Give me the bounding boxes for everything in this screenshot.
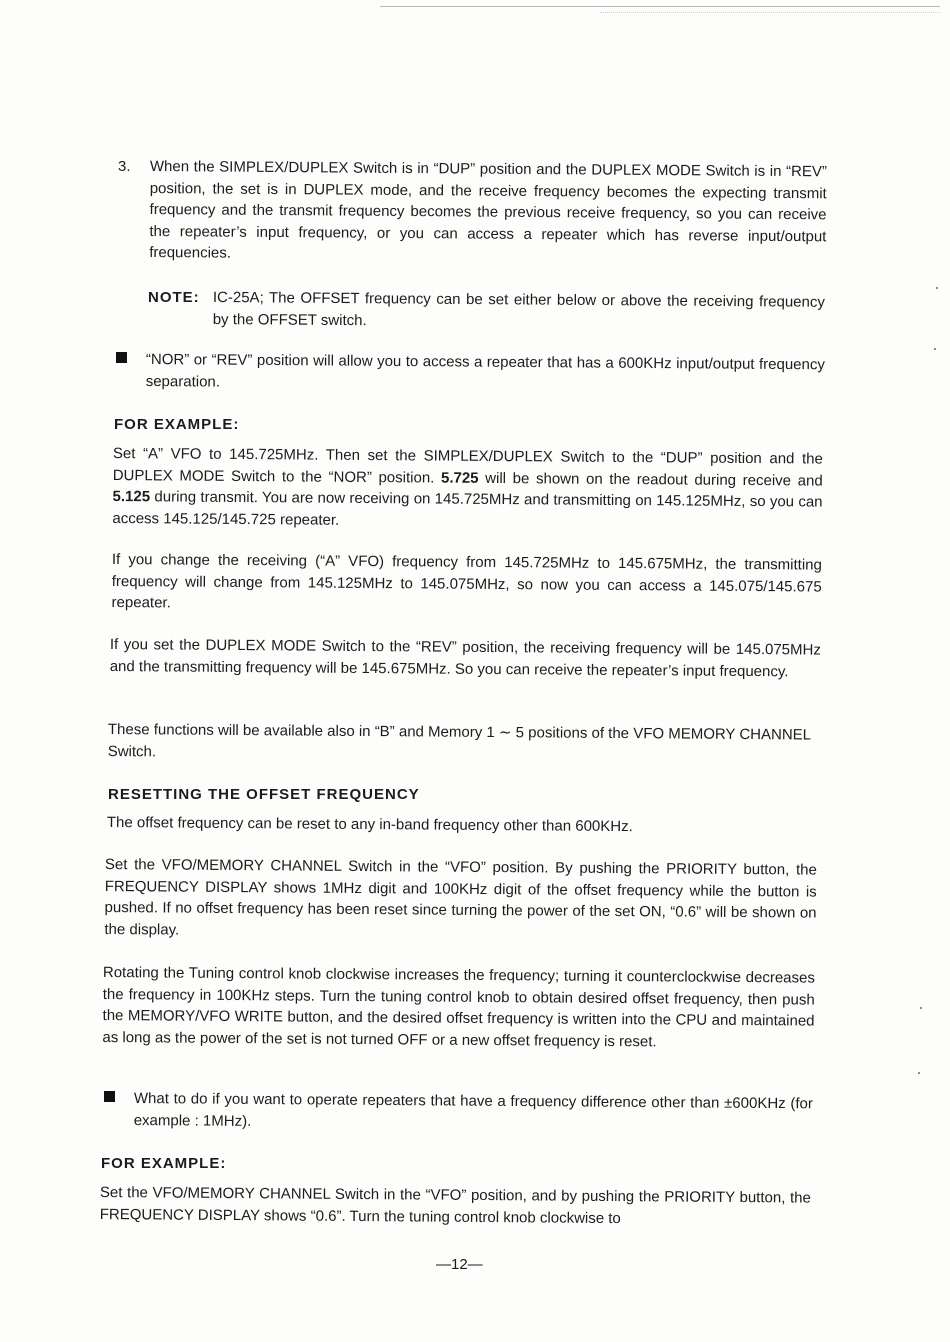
example-heading-1: FOR EXAMPLE: bbox=[114, 416, 240, 433]
scan-speck bbox=[936, 287, 938, 289]
bullet-2-text: What to do if you want to operate repeaters that have a frequency difference other than ±600KHz (for example : 1MHz). bbox=[133, 1089, 813, 1130]
note-label: NOTE: bbox=[148, 289, 200, 306]
paragraph-rev-position: If you set the DUPLEX MODE Switch to the “REV” position, the receiving frequency will be 145.075MHz and the transmitting frequency will be 145.675MHz. So you can receive the repeater’s input frequency. bbox=[109, 635, 821, 680]
resetting-offset-heading: RESETTING THE OFFSET FREQUENCY bbox=[108, 786, 420, 803]
paragraph-tuning-knob: Rotating the Tuning control knob clockwise increases the frequency; turning it counterclockwise decreases the frequency in 100KHz steps. Turn the tuning control knob to obtain desired offset frequency, then push the MEMORY/VFO WRITE button, and the desired offset frequency is written into the CPU and maintained as long as the power of the set is not turned OFF or a new offset frequency is reset. bbox=[102, 963, 815, 1050]
paragraph-availability: These functions will be available also in “B” and Memory 1 ∼ 5 positions of the VFO MEMORY CHANNEL Switch. bbox=[107, 720, 811, 760]
item-3-text: When the SIMPLEX/DUPLEX Switch is in “DUP” position and the DUPLEX MODE Switch is in “REV” position, the set is in DUPLEX mode, and the receive frequency becomes the expecting transmit frequency and the transmit frequency becomes the previous receive frequency, so you can receive the repeater’s input frequency, or you can access a repeater which has reverse input/output frequencies. bbox=[149, 157, 827, 262]
note-text: IC-25A; The OFFSET frequency can be set either below or above the receiving frequency by the OFFSET switch. bbox=[212, 288, 825, 329]
scan-top-rule-faint bbox=[600, 12, 940, 13]
bullet-square-icon bbox=[116, 352, 127, 363]
paragraph-change-frequency: If you change the receiving (“A” VFO) frequency from 145.725MHz to 145.675MHz, the transmitting frequency will change from 145.125MHz to 145.075MHz, so now you can access a 145.075/145.675 repeater. bbox=[111, 550, 822, 612]
paragraph-priority-button: Set the VFO/MEMORY CHANNEL Switch in the “VFO” position. By pushing the PRIORITY button, the FREQUENCY DISPLAY shows 1MHz digit and 100KHz digit of the offset frequency while the button is pushed. If no offset frequency has been reset since turning the power of the set ON, “0.6” will be shown on the display. bbox=[104, 855, 817, 939]
para1-text-a: Set “A” VFO to 145.725MHz. Then set the SIMPLEX/DUPLEX Switch to the “DUP” position and the DUPLEX MODE Switch to the “NOR” position. bbox=[112, 444, 823, 487]
bullet-square-icon-2 bbox=[104, 1091, 115, 1102]
readout-receive: 5.725 bbox=[440, 469, 479, 487]
readout-transmit: 5.125 bbox=[112, 487, 151, 506]
example-1-paragraph bbox=[112, 443, 823, 535]
paragraph-offset-reset: The offset frequency can be reset to any in-band frequency other than 600KHz. bbox=[106, 813, 633, 836]
bullet-1-text: “NOR” or “REV” position will allow you to access a repeater that has a 600KHz input/output frequency separation. bbox=[145, 350, 825, 391]
item-number: 3. bbox=[118, 158, 131, 175]
scan-speck bbox=[920, 1007, 922, 1009]
para1-text-c: will be shown on the readout during receive and bbox=[478, 469, 823, 490]
example-heading-2: FOR EXAMPLE: bbox=[101, 1155, 227, 1172]
scan-speck bbox=[934, 348, 936, 350]
para1-text-d: during transmit. You are now receiving on 145.725MHz and transmitting on 145.125MHz, so you can access 145.125/145.725 repeater. bbox=[112, 488, 823, 529]
page-number: —12— bbox=[436, 1256, 483, 1273]
example-2-paragraph: Set the VFO/MEMORY CHANNEL Switch in the “VFO” position, and by pushing the PRIORITY button, the FREQUENCY DISPLAY shows “0.6”. Turn the tuning control knob clockwise to bbox=[99, 1183, 811, 1227]
scan-top-rule bbox=[380, 6, 940, 7]
scan-speck bbox=[918, 1072, 920, 1074]
